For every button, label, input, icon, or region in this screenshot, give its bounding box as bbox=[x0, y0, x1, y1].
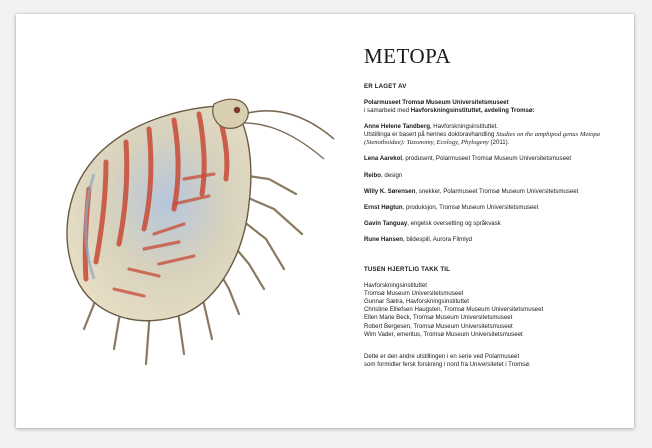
author-name: Anne Helene Tandberg bbox=[364, 123, 430, 131]
basis-text: Utstillinga er basert på hennes doktoravhandling bbox=[364, 131, 497, 139]
institute-name: Havforskningsinstituttet, avdeling Tromsø: bbox=[410, 107, 535, 115]
credit-person bbox=[364, 220, 626, 228]
collaboration-prefix: i samarbeid med bbox=[364, 107, 411, 115]
credit-role: , bildespill, Aurora Filmlyd bbox=[402, 235, 473, 243]
list-item: Ellen Marie Beck, Tromsø Museum Universitetsmuseet bbox=[364, 314, 513, 322]
credit-person bbox=[364, 236, 626, 244]
credit-role: , produksjon, Tromsø Museum Universitetsmuseet bbox=[402, 203, 539, 211]
credit-name: Gavin Tanguay bbox=[364, 219, 408, 227]
organization-block bbox=[364, 99, 626, 115]
thanks-heading: TUSEN HJERTLIG TAKK TIL bbox=[364, 266, 451, 274]
credit-person bbox=[364, 155, 626, 163]
credit-person bbox=[364, 204, 626, 212]
credit-person bbox=[364, 188, 626, 196]
closing-line: som formidler fersk forskning i nord fra Universitetet i Tromsø. bbox=[364, 360, 531, 368]
thesis-year: (2011). bbox=[488, 139, 510, 147]
credit-person bbox=[364, 172, 626, 180]
author-block bbox=[364, 123, 626, 147]
credit-role: , engelsk oversetting og språkvask bbox=[407, 219, 501, 227]
credit-name: Lena Aarekol bbox=[364, 155, 403, 163]
list-item: Havforskningsinstituttet bbox=[364, 282, 427, 290]
list-item: Tromsø Museum Universitetsmuseet bbox=[364, 290, 464, 298]
list-item: Wim Vader, emeritus, Tromsø Museum Universitetsmuseet bbox=[364, 330, 523, 338]
amphipod-illustration bbox=[34, 84, 344, 384]
page-title: METOPA bbox=[364, 44, 452, 68]
credit-name: Willy K. Sørensen bbox=[364, 187, 416, 195]
thesis-title: Studies on the amphipod genus Metopa (Stenothoidae): Taxonomy, Ecology, Phylogeny bbox=[364, 131, 600, 147]
author-role: , Havforskningsinstituttet. bbox=[429, 123, 498, 131]
credit-role: , design bbox=[380, 171, 403, 179]
credit-name: Reibo bbox=[364, 171, 381, 179]
thanks-list bbox=[364, 282, 626, 339]
credit-name: Ernst Høgtun bbox=[364, 203, 403, 211]
credit-role: , produsent, Polarmuseet Tromsø Museum Universitetsmuseet bbox=[402, 155, 572, 163]
document-page bbox=[16, 14, 634, 428]
closing-line: Dette er den andre utstillingen i en serie ved Polarmuseet bbox=[364, 352, 520, 360]
credit-name: Rune Hansen bbox=[364, 235, 403, 243]
credit-role: , snekker, Polarmuseet Tromsø Museum Universitetsmuseet bbox=[415, 187, 579, 195]
museum-name: Polarmuseet Tromsø Museum Universitetsmuseet bbox=[364, 99, 509, 106]
credits-column bbox=[364, 44, 626, 379]
list-item: Gunnar Sætra, Havforskningsinstituttet bbox=[364, 298, 469, 306]
closing-note bbox=[364, 353, 626, 369]
credits-heading: ER LAGET AV bbox=[364, 83, 407, 90]
list-item: Robert Bergesen, Tromsø Museum Universitetsmuseet bbox=[364, 322, 513, 330]
list-item: Christine Elliefsen Haugsten, Tromsø Museum Universitetsmuseet bbox=[364, 306, 544, 314]
